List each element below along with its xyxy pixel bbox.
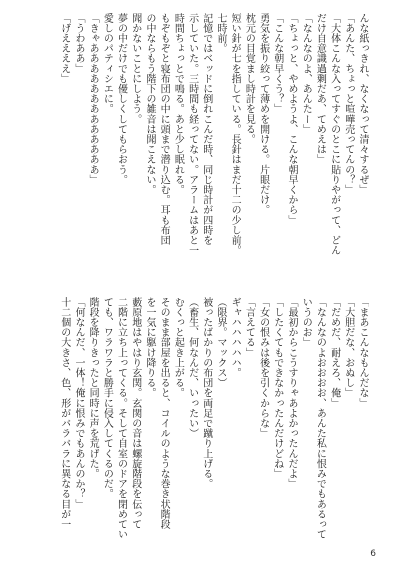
text-line: 「うわああ」 bbox=[72, 13, 84, 74]
text-line: 夢の中だけでも優しくしてもらおう。 bbox=[115, 13, 127, 185]
text-line: もぞもぞと寝布団の中に頭まで潜り込む。耳も布団 bbox=[158, 13, 170, 246]
text-line: 「何なんだ、一体！俺に恨みでもあんのか？」 bbox=[72, 297, 84, 510]
text-line: 「したくてもできなかったんだけどね」 bbox=[271, 297, 283, 479]
page-number: 6 bbox=[370, 549, 376, 559]
text-line: （限界。マックス） bbox=[214, 297, 226, 388]
text-line: 「なんなのよ、あんたー」 bbox=[300, 13, 312, 135]
text-line: 聞かないことにしよう。 bbox=[129, 13, 141, 125]
text-line: 「最初からこうすりゃあよかったんだよ」 bbox=[285, 297, 297, 489]
text-line: ギャハハハハハ。 bbox=[229, 297, 241, 378]
text-line: 勇気を振り絞って薄めを開ける。片眼だけ。 bbox=[257, 13, 269, 215]
text-line: 時間ちょっとで鳴る。あと少し眠れる。 bbox=[172, 13, 184, 195]
text-line: 「女の恨みは後を引くからな」 bbox=[257, 297, 269, 439]
text-line: 十二個の大きさ、色、形がバラバラに異なる目が一 bbox=[58, 297, 70, 530]
text-line: 「大体こんな入ってすぐのとこに貼りやがって、どん bbox=[328, 13, 340, 256]
text-line: 記憶ではベッドに倒れこんだ時、同じ時計が四時を bbox=[200, 13, 212, 246]
text-line: （畜生、何なんだ、いったい） bbox=[186, 297, 198, 439]
text-line: 「大胆だな、おぬし」 bbox=[342, 297, 354, 398]
text-line: 被ったばかりの布団を両足で蹴り上げる。 bbox=[200, 297, 212, 489]
lower-text-block bbox=[21, 297, 369, 559]
text-line: 藪原地はやはり玄関。玄関の音は螺旋階段を伝って bbox=[129, 297, 141, 530]
text-line: そのまま部屋を出ると、コイルのような巻き状階段 bbox=[158, 297, 170, 530]
text-line: 枕元の目覚まし時計を見る。 bbox=[243, 13, 255, 145]
text-line: 愛しのパティシエに。 bbox=[101, 13, 113, 114]
text-line: の中ならもう階下の雑音は聞こえない。 bbox=[143, 13, 155, 195]
text-line: だけ自意識過剰だあ、てめえは」 bbox=[314, 13, 326, 165]
text-line: 「まあこんなもんだな」 bbox=[357, 297, 368, 409]
text-line: を一気に駆け降りる。 bbox=[143, 297, 155, 398]
text-line: いうのお」 bbox=[300, 297, 312, 348]
text-line: ても、ワラワラと勝手に侵入してくるのだ。 bbox=[101, 297, 113, 499]
text-line: 「あんた、ちょっと喧嘩売ってんの？」 bbox=[342, 13, 354, 195]
text-line: 七時前。 bbox=[214, 13, 226, 54]
text-line: 「言えてる」 bbox=[243, 297, 255, 358]
text-line: 示していた。三時間も経ってない。アラームはあと一 bbox=[186, 13, 198, 256]
text-line: むくっと起き上がる。 bbox=[172, 297, 184, 398]
text-line: んな紙っきれ、なくなって清々するぜ」 bbox=[357, 13, 368, 195]
text-line: 「こんな朝早くう？」 bbox=[271, 13, 283, 114]
text-line: 「きゃあああああああああああああ」 bbox=[87, 13, 99, 185]
text-line: 「だめだ、耐えろ、俺」 bbox=[328, 297, 340, 409]
text-line: 二階に立ち上ってくる。そして自室のドアを閉めてい bbox=[115, 297, 127, 540]
text-line: 階段を降りきったと同時に声を荒げた。 bbox=[87, 297, 99, 479]
upper-text-block bbox=[21, 13, 369, 285]
text-line: 「ちょっと、やめようよ、こんな朝早くから」 bbox=[285, 13, 297, 226]
text-line: 短い針が七を指している。長針はまだ十二の少し前。 bbox=[229, 13, 241, 256]
text-line: 「げええええ」 bbox=[58, 13, 70, 84]
text-line: 「なんなのよおおおお、あんた私に恨みでもあるって bbox=[314, 297, 326, 540]
